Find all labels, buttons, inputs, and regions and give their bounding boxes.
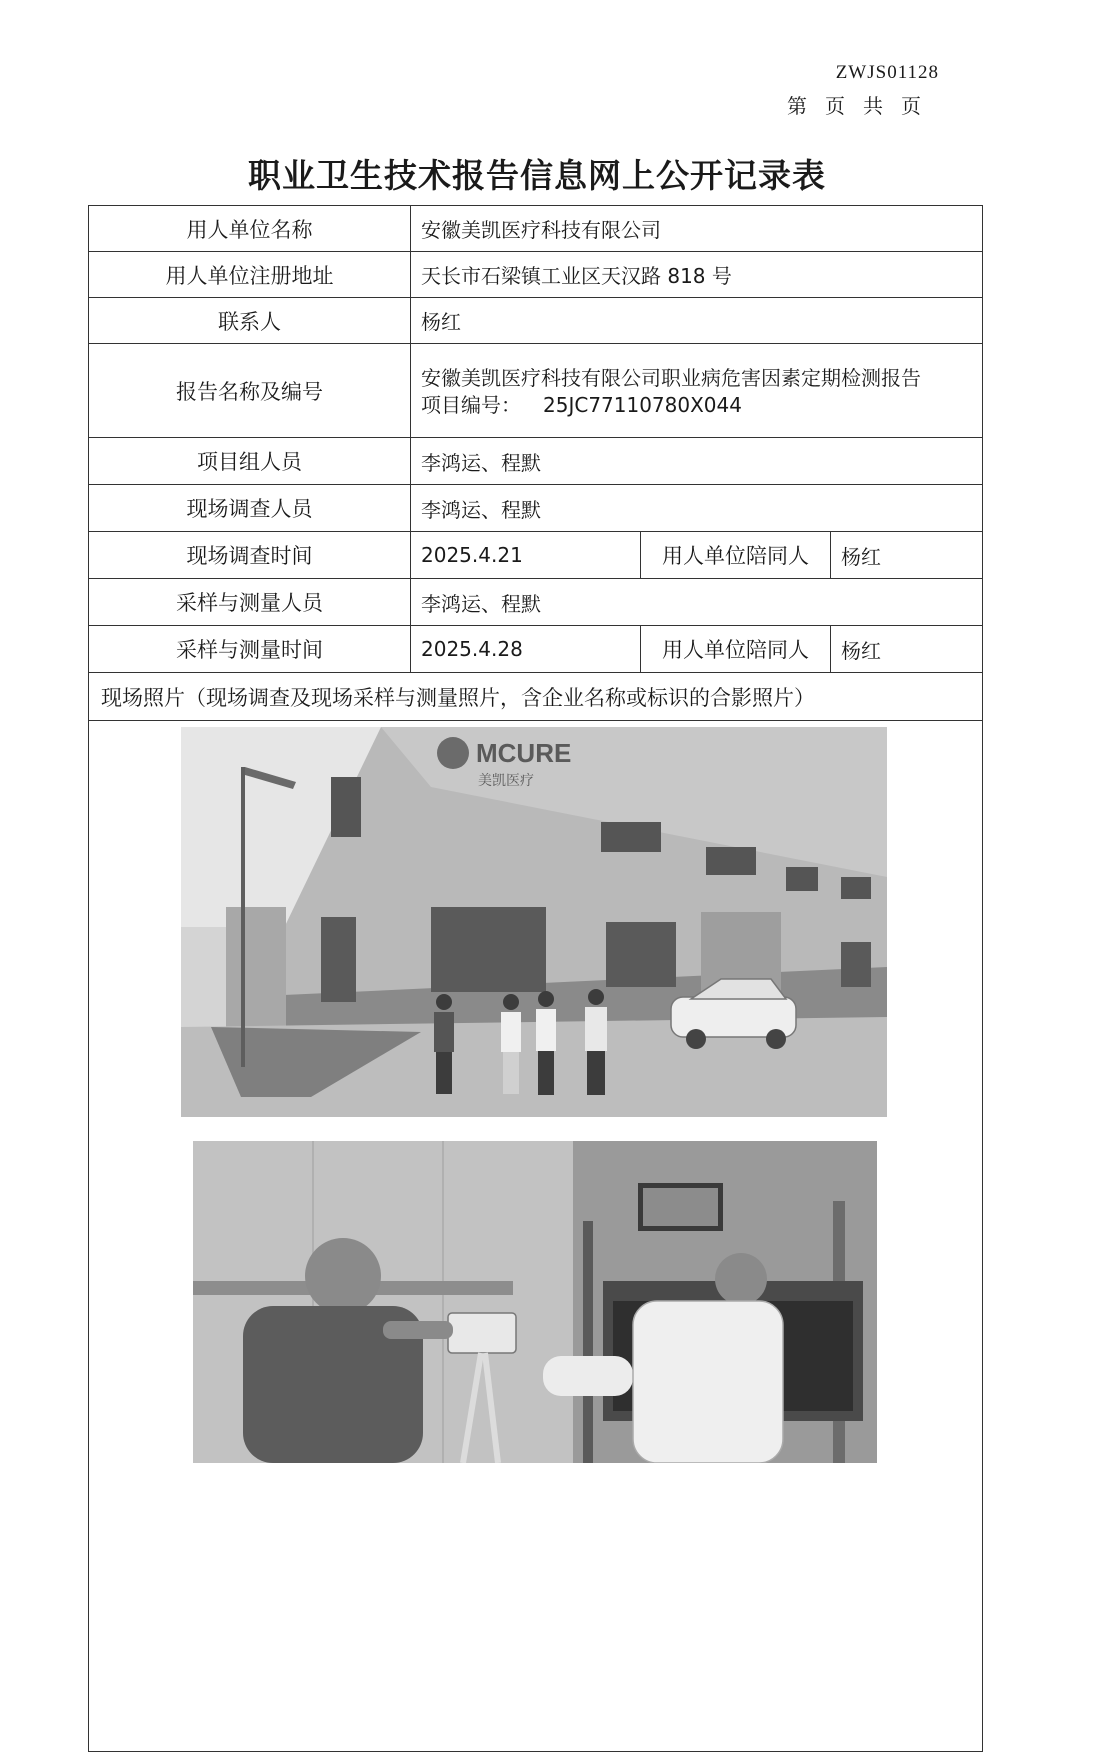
page-info: 第页共页 (787, 94, 939, 118)
factory-logo-text: MCURE (476, 738, 572, 768)
employer-name-value: 安徽美凯医疗科技有限公司 (411, 206, 983, 252)
row-survey-time (89, 532, 983, 579)
factory-logo-cn: 美凯医疗 (478, 773, 534, 789)
report-number: 25JC77110780X044 (543, 392, 742, 417)
survey-time-label: 现场调查时间 (89, 532, 411, 579)
project-team-value: 李鸿运、程默 (411, 438, 983, 485)
sampling-escort-value: 杨红 (831, 626, 983, 673)
project-team-label: 项目组人员 (89, 438, 411, 485)
row-contact (89, 298, 983, 344)
report-label: 报告名称及编号 (89, 344, 411, 438)
sampling-time-label: 采样与测量时间 (89, 626, 411, 673)
row-sampling-time (89, 626, 983, 673)
row-report (89, 344, 983, 438)
row-project-team (89, 438, 983, 485)
record-table (88, 205, 983, 1752)
survey-escort-label: 用人单位陪同人 (641, 532, 831, 579)
sampling-photo (193, 1141, 877, 1463)
contact-value: 杨红 (411, 298, 983, 344)
employer-name-label: 用人单位名称 (89, 206, 411, 252)
sampling-escort-label: 用人单位陪同人 (641, 626, 831, 673)
report-name: 安徽美凯医疗科技有限公司职业病危害因素定期检测报告 (421, 365, 921, 390)
factory-group-photo (181, 727, 887, 1117)
employer-address-value: 天长市石梁镇工业区天汉路 818 号 (411, 252, 983, 298)
report-number-line (421, 392, 972, 419)
row-photos-caption (89, 673, 983, 721)
sampling-photo-image (193, 1141, 877, 1463)
photos-caption: 现场照片（现场调查及现场采样与测量照片，含企业名称或标识的合影照片） (89, 673, 983, 721)
report-value (411, 344, 983, 438)
survey-time-value: 2025.4.21 (411, 532, 641, 579)
survey-staff-value: 李鸿运、程默 (411, 485, 983, 532)
photos-cell (89, 721, 983, 1752)
row-sampling-staff (89, 579, 983, 626)
survey-escort-value: 杨红 (831, 532, 983, 579)
sampling-staff-label: 采样与测量人员 (89, 579, 411, 626)
row-employer-name (89, 206, 983, 252)
row-employer-address (89, 252, 983, 298)
contact-label: 联系人 (89, 298, 411, 344)
page-title: 职业卫生技术报告信息网上公开记录表 (248, 156, 826, 195)
survey-staff-label: 现场调查人员 (89, 485, 411, 532)
document-code: ZWJS01128 (835, 62, 939, 83)
row-photos (89, 721, 983, 1752)
employer-address-label: 用人单位注册地址 (89, 252, 411, 298)
row-survey-staff (89, 485, 983, 532)
sampling-staff-value: 李鸿运、程默 (411, 579, 983, 626)
factory-photo-image (181, 727, 887, 1117)
report-number-label: 项目编号： (421, 392, 521, 417)
sampling-time-value: 2025.4.28 (411, 626, 641, 673)
